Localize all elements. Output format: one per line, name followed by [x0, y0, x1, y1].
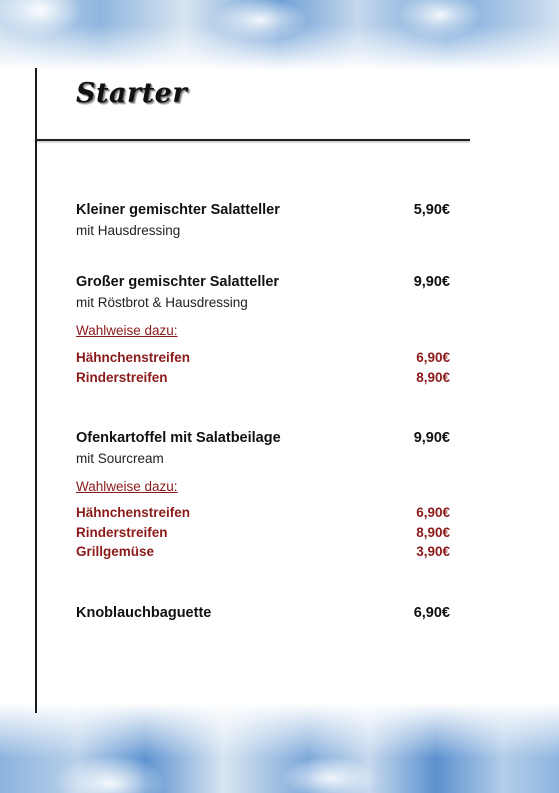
option-price: 6,90€ [416, 350, 450, 365]
option-price: 8,90€ [416, 525, 450, 540]
options-label: Wahlweise dazu: [76, 479, 178, 494]
horizontal-divider [35, 139, 470, 141]
option-price: 3,90€ [416, 544, 450, 559]
menu-item-price: 9,90€ [413, 430, 450, 446]
option-name: Rinderstreifen [76, 525, 168, 540]
sky-footer-image [0, 703, 559, 793]
menu-item-price: 6,90€ [413, 605, 450, 621]
menu-item-price: 9,90€ [413, 274, 450, 290]
option-price: 6,90€ [416, 505, 450, 520]
option-price: 8,90€ [416, 370, 450, 385]
option-name: Hähnchenstreifen [76, 350, 191, 365]
vertical-divider [35, 68, 37, 713]
menu-item-description: mit Sourcream [76, 451, 164, 466]
menu-item-name: Kleiner gemischter Salatteller [76, 202, 280, 218]
option-name: Grillgemüse [76, 544, 155, 559]
page-title: Starter [76, 78, 188, 109]
options-label: Wahlweise dazu: [76, 323, 178, 338]
menu-item-name: Knoblauchbaguette [76, 605, 212, 621]
option-name: Hähnchenstreifen [76, 505, 191, 520]
menu-item-name: Großer gemischter Salatteller [76, 274, 280, 290]
menu-item-name: Ofenkartoffel mit Salatbeilage [76, 430, 281, 446]
menu-item-price: 5,90€ [413, 202, 450, 218]
option-name: Rinderstreifen [76, 370, 168, 385]
menu-item-description: mit Röstbrot & Hausdressing [76, 295, 248, 310]
sky-header-image [0, 0, 559, 70]
menu-item-description: mit Hausdressing [76, 223, 181, 238]
